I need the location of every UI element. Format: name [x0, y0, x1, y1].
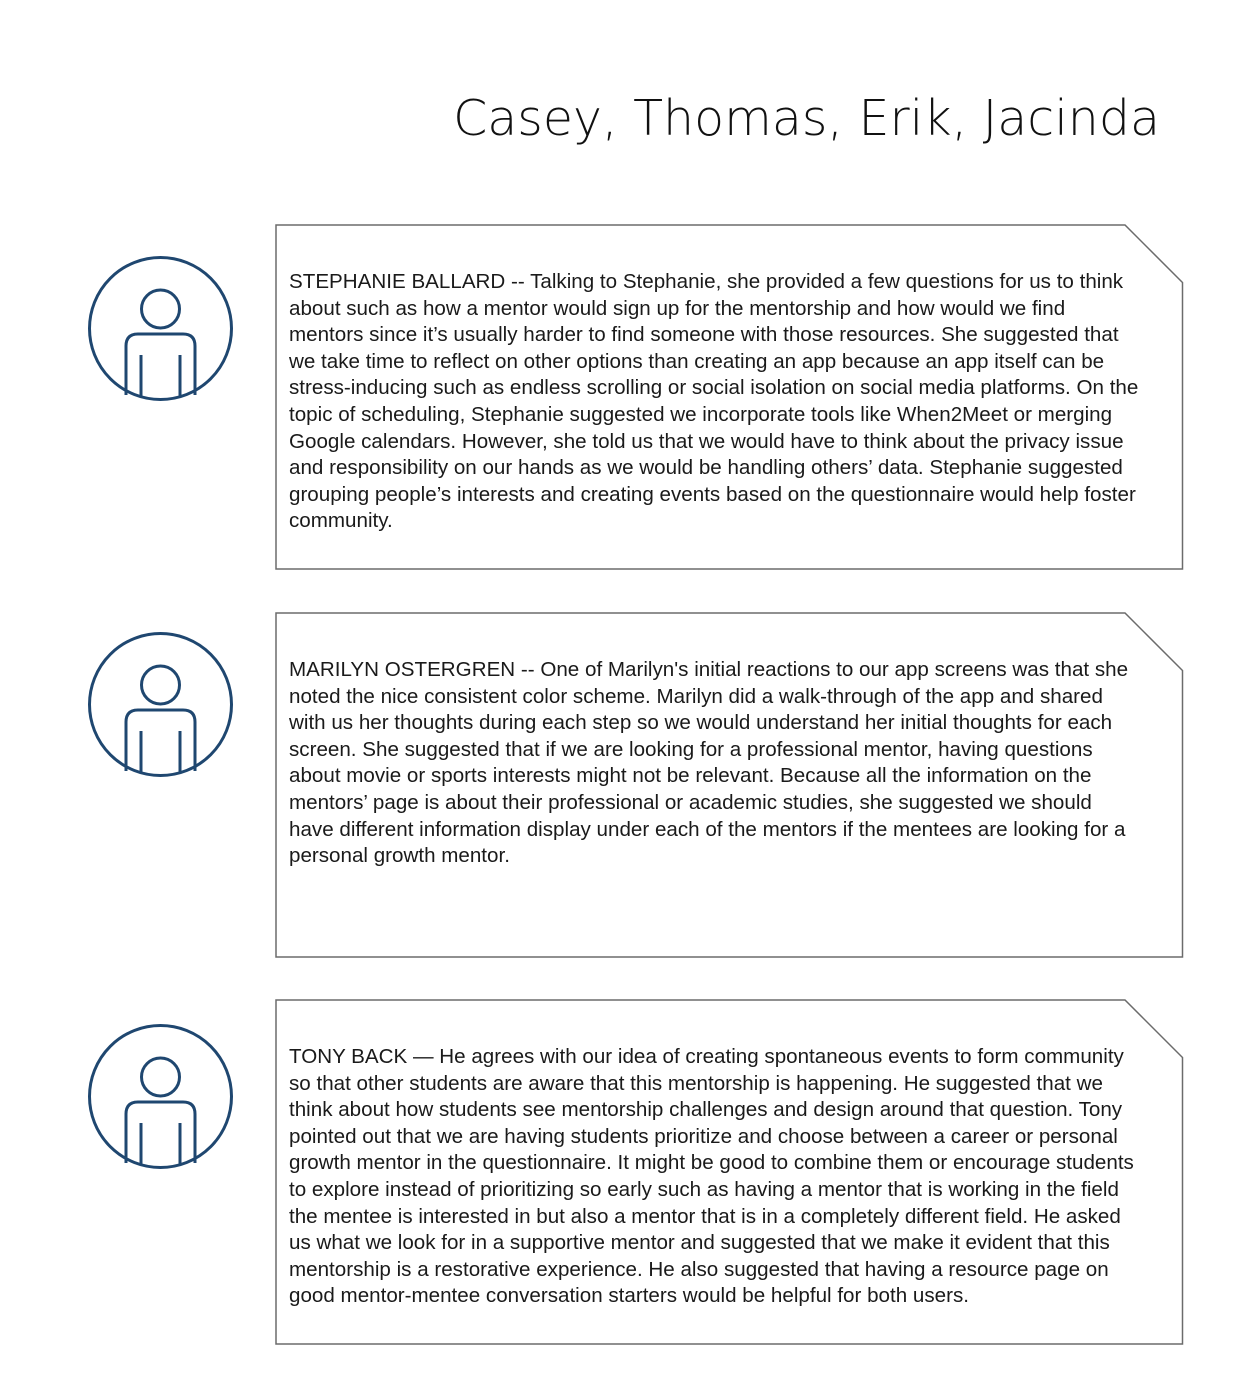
interview-text: STEPHANIE BALLARD -- Talking to Stephanie, she provided a few questions for us to think about such as how a mentor would sign up for the mentorship and how would we find mentors since it’s usually harder to find someone with those resources. She suggested that we take time to reflect on other options than creating an app because an app itself can be stress-inducing such as endless scrolling or social isolation on social media platforms. On the topic of scheduling, Stephanie suggested we incorporate tools like When2Meet or merging Google calendars. However, she told us that we would have to think about the privacy issue and responsibility on our hands as we would be handling others’ data. Stephanie suggested grouping people’s interests and creating events based on the questionnaire would help foster community.: [289, 270, 1139, 533]
interview-card: [275, 224, 1184, 570]
page-title: Casey, Thomas, Erik, Jacinda: [453, 90, 1160, 147]
avatar: [86, 254, 235, 403]
interview-text: TONY BACK — He agrees with our idea of creating spontaneous events to form community so that other students are aware that this mentorship is happening. He suggested that we think about how students see mentorship challenges and design around that question. Tony pointed out that we are having students prioritize and choose between a career or personal growth mentor in the questionnaire. It might be good to combine them or encourage students to explore instead of prioritizing so early such as having a mentor that is working in the field the mentee is interested in but also a mentor that is in a completely different field. He asked us what we look for in a supportive mentor and suggested that we make it evident that this mentorship is a restorative experience. He also suggested that having a resource page on good mentor-mentee conversation starters would be helpful for both users.: [289, 1045, 1134, 1308]
user-icon: [86, 630, 235, 779]
avatar: [86, 630, 235, 779]
user-icon: [86, 1022, 235, 1171]
avatar: [86, 1022, 235, 1171]
interview-card: [275, 999, 1184, 1345]
interview-text: MARILYN OSTERGREN -- One of Marilyn's initial reactions to our app screens was that she noted the nice consistent color scheme. Marilyn did a walk-through of the app and shared with us her thoughts during each step so we would understand her initial thoughts for each screen. She suggested that if we are looking for a professional mentor, having questions about movie or sports interests might not be relevant. Because all the information on the mentors’ page is about their professional or academic studies, she suggested we should have different information display under each of the mentors if the mentees are looking for a personal growth mentor.: [289, 658, 1129, 868]
interview-card: [275, 612, 1184, 958]
user-icon: [86, 254, 235, 403]
